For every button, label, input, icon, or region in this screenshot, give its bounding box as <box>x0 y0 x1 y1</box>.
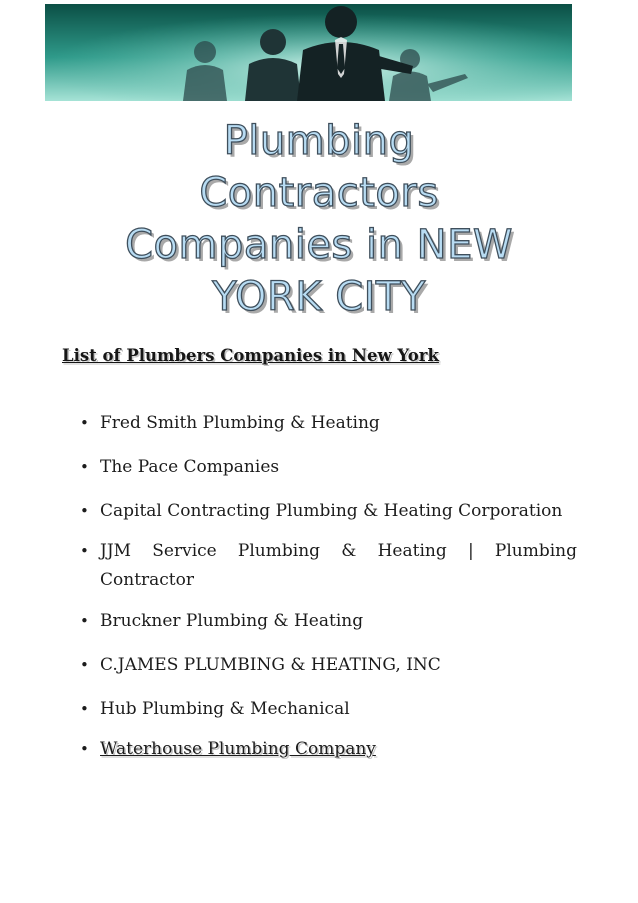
title-line: YORK CITY <box>212 274 426 320</box>
list-item <box>80 735 577 764</box>
list-item <box>80 537 577 595</box>
bullet-icon: • <box>80 612 89 630</box>
list-heading: List of Plumbers Companies in New York <box>62 346 439 365</box>
header-banner-image <box>45 4 572 101</box>
company-name: Fred Smith Plumbing & Heating <box>100 413 380 433</box>
bullet-icon: • <box>80 700 89 718</box>
company-name: JJM Service Plumbing & Heating | Plumbing Contractor <box>100 541 577 590</box>
company-name: Bruckner Plumbing & Heating <box>100 611 364 631</box>
list-item <box>80 453 577 482</box>
title-line: Plumbing <box>223 118 415 164</box>
company-name: C.JAMES PLUMBING & HEATING, INC <box>100 655 441 675</box>
company-name: The Pace Companies <box>100 457 280 477</box>
business-team-illustration <box>45 4 572 101</box>
bullet-icon: • <box>80 740 89 758</box>
bullet-icon: • <box>80 458 89 476</box>
bullet-icon: • <box>80 542 89 560</box>
company-name: Capital Contracting Plumbing & Heating Corporation <box>100 501 563 521</box>
bullet-icon: • <box>80 656 89 674</box>
title-line: Companies in NEW <box>125 222 513 268</box>
title-line: Contractors <box>199 170 439 216</box>
company-name: Hub Plumbing & Mechanical <box>100 699 350 719</box>
list-item <box>80 409 577 438</box>
list-item <box>80 651 577 680</box>
bullet-icon: • <box>80 502 89 520</box>
company-list <box>80 409 577 764</box>
list-item <box>80 607 577 636</box>
company-name: Waterhouse Plumbing Company <box>100 739 376 759</box>
list-item <box>80 497 577 526</box>
bullet-icon: • <box>80 414 89 432</box>
page-title <box>60 115 578 323</box>
list-item <box>80 695 577 724</box>
